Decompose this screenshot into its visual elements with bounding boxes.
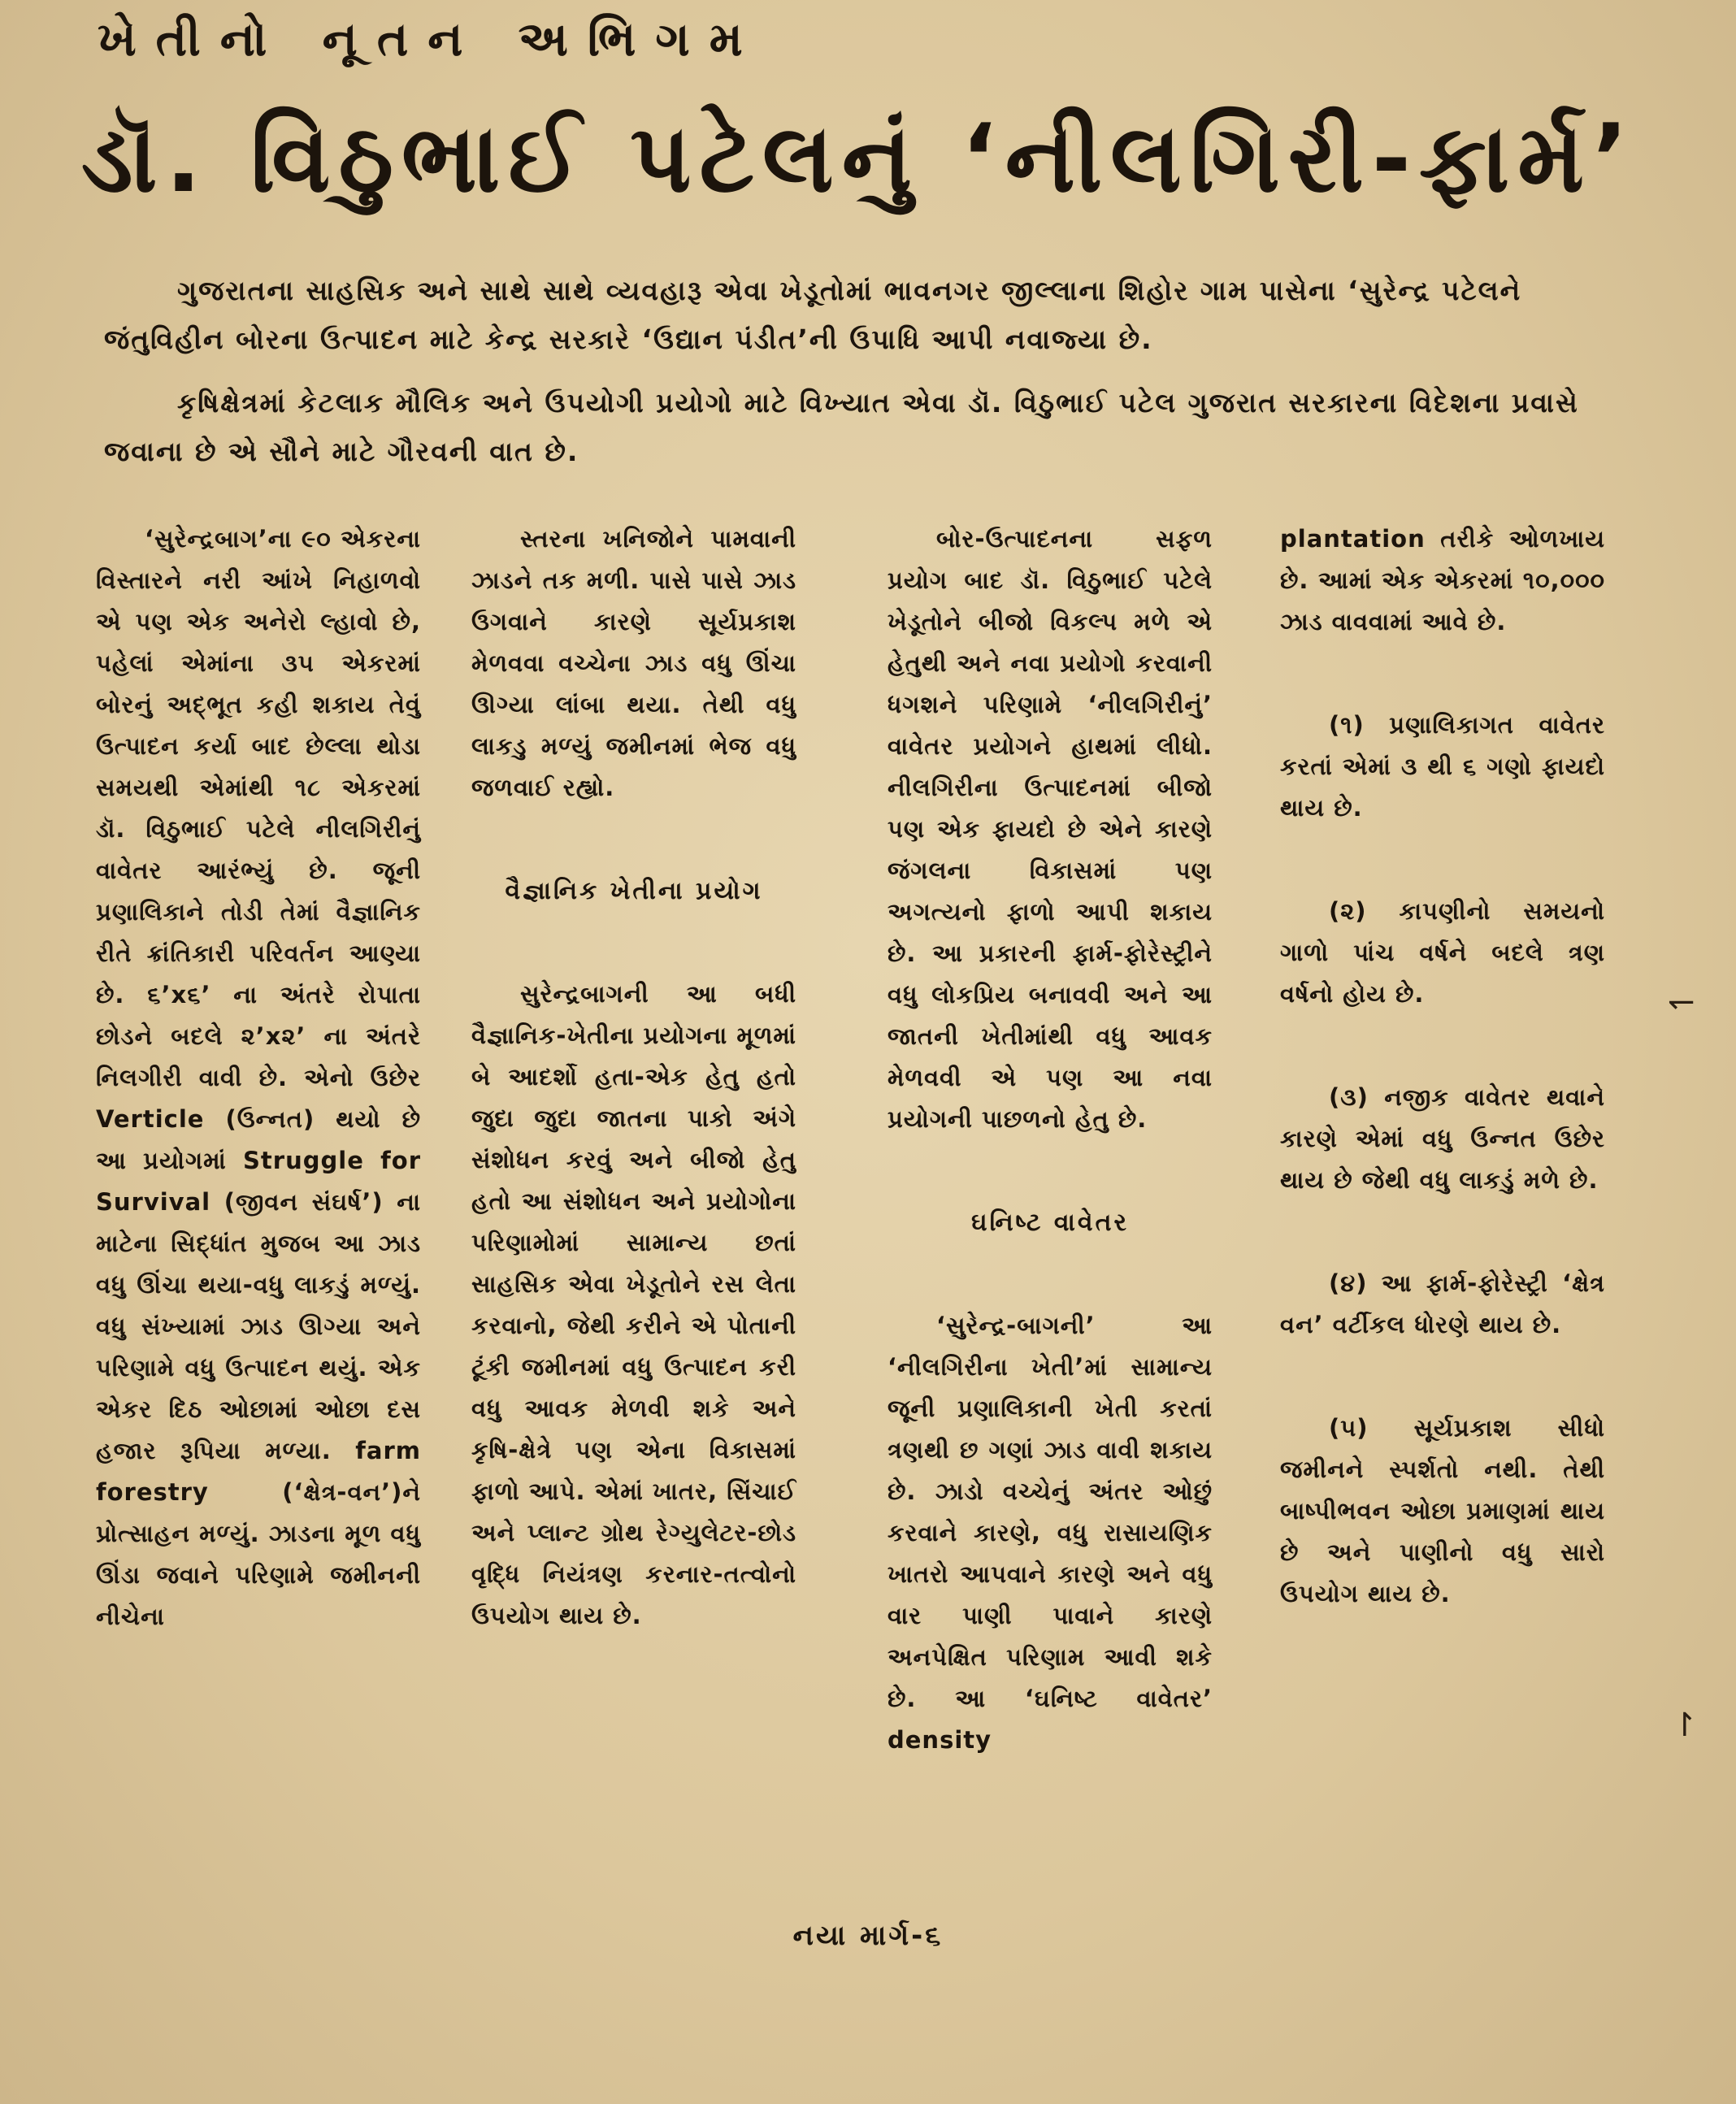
- article-column-1: [96, 518, 421, 1638]
- article-column-3: [888, 518, 1213, 1761]
- benefit-point-1: (૧) પ્રણાલિકાગત વાવેતર કરતાં એમાં ૩ થી ૬ ગણો ફાયદો થાય છે.: [1280, 711, 1605, 822]
- section-kicker: ખેતીનો નૂતન અભિગમ: [98, 11, 762, 67]
- subheading-scientific-farming: વૈજ્ઞાનિક ખેતીના પ્રયોગ: [505, 877, 763, 905]
- column-3-paragraph-2: ‘સુરેન્દ્ર-બાગની’ આ ‘નીલગિરીના ખેતી’માં સામાન્ય જૂની પ્રણાલિકાની ખેતી કરતાં ત્રણથી છ ગણાં ઝાડ વાવી શકાય છે. ઝાડો વચ્ચેનું અંતર ઓછું કરવાને કારણે, વધુ રાસાયણિક ખાતરો આપવાને કારણે અને વધુ વાર પાણી પાવાને કારણે અનપેક્ષિત પરિણામ આવી શકે છે. આ ‘ઘનિષ્ટ વાવેતર’ density: [888, 1312, 1213, 1754]
- benefit-point-2: (૨) કાપણીનો સમયનો ગાળો પાંચ વર્ષને બદલે ત્રણ વર્ષનો હોય છે.: [1280, 897, 1605, 1008]
- margin-pencil-mark: ↽: [1668, 983, 1695, 1021]
- article-column-2: [471, 518, 796, 1637]
- benefit-point-5: (૫) સૂર્યપ્રકાશ સીધો જમીનને સ્પર્શતો નથી. તેથી બાષ્પીભવન ઓછા પ્રમાણમાં થાય છે અને પાણીનો વધુ સારો ઉપયોગ થાય છે.: [1280, 1414, 1605, 1607]
- intro-paragraph-2: કૃષિક્ષેત્રમાં કેટલાક મૌલિક અને ઉપયોગી પ્રયોગો માટે વિખ્યાત એવા ડૉ. વિઠુભાઈ પટેલ ગુજરાત સરકારના વિદેશના પ્રવાસે જવાના છે એ સૌને માટે ગૌરવની વાત છે.: [104, 387, 1579, 467]
- page-footer: નયા માર્ગ-૬: [792, 1920, 944, 1952]
- benefit-point-4: (૪) આ ફાર્મ-ફોરેસ્ટ્રી ‘ક્ષેત્ર વન’ વર્ટીકલ ધોરણે થાય છે.: [1280, 1269, 1605, 1338]
- column-2-paragraph-2: સુરેન્દ્રબાગની આ બધી વૈજ્ઞાનિક-ખેતીના પ્રયોગના મૂળમાં બે આદર્શો હતા-એક હેતુ હતો જુદા જુદા જાતના પાકો અંગે સંશોધન કરવું અને બીજો હેતુ હતો આ સંશોધન અને પ્રયોગોના પરિણામોમાં સામાન્ય છતાં સાહસિક એવા ખેડૂતોને રસ લેતા કરવાનો, જેથી કરીને એ પોતાની ટૂંકી જમીનમાં વધુ ઉત્પાદન કરી વધુ આવક મેળવી શકે અને કૃષિ-ક્ષેત્રે પણ એના વિકાસમાં ફાળો આપે. એમાં ખાતર, સિંચાઈ અને પ્લાન્ટ ગ્રોથ રેગ્યુલેટર-છોડ વૃદ્ધિ નિયંત્રણ કરનાર-તત્વોનો ઉપયોગ થાય છે.: [471, 980, 797, 1629]
- article-headline: ડૉ. વિઠુભાઈ પટેલનું ‘નીલગિરી-ફાર્મ’: [81, 104, 1637, 214]
- column-1-paragraph: ‘સુરેન્દ્રબાગ’ના ૯૦ એકરના વિસ્તારને નરી આંખે નિહાળવો એ પણ એક અનેરો લ્હાવો છે, પહેલાં એમાંના ૩૫ એકરમાં બોરનું અદ્‌ભૂત કહી શકાય તેવું ઉત્પાદન કર્યા બાદ છેલ્લા થોડા સમયથી એમાંથી ૧૮ એકરમાં ડૉ. વિઠુભાઈ પટેલે નીલગિરીનું વાવેતર આરંભ્યું છે. જૂની પ્રણાલિકાને તોડી તેમાં વૈજ્ઞાનિક રીતે ક્રાંતિકારી પરિવર્તન આણ્યા છે. ૬’x૬’ ના અંતરે રોપાતા છોડને બદલે ૨’x૨’ ના અંતરે નિલગીરી વાવી છે. એનો ઉછેર Verticle (ઉન્નત) થયો છે આ પ્રયોગમાં Struggle for Survival (જીવન સંઘર્ષ’) ના માટેના સિદ્ધાંત મુજબ આ ઝાડ વધુ ઊંચા થયા-વધુ લાકડું મળ્યું. વધુ સંખ્યામાં ઝાડ ઊગ્યા અને પરિણામે વધુ ઉત્પાદન થયું. એક એકર દિઠ ઓછામાં ઓછા દસ હજાર રૂપિયા મળ્યા. farm forestry (‘ક્ષેત્ર-વન’)ને પ્રોત્સાહન મળ્યું. ઝાડના મૂળ વધુ ઊંડા જવાને પરિણામે જમીનની નીચેના: [96, 525, 421, 1630]
- subheading-dense-plantation: ઘનિષ્ટ વાવેતર: [971, 1208, 1129, 1237]
- article-column-4: [1280, 518, 1605, 1615]
- column-2-paragraph-1: સ્તરના ખનિજોને પામવાની ઝાડને તક મળી. પાસે પાસે ઝાડ ઉગવાને કારણે સૂર્યપ્રકાશ મેળવવા વચ્ચેના ઝાડ વધુ ઊંચા ઊગ્યા લાંબા થયા. તેથી વધુ લાકડુ મળ્યું જમીનમાં ભેજ વધુ જળવાઈ રહ્યો.: [471, 525, 796, 801]
- column-3-paragraph-1: બોર-ઉત્પાદનના સફળ પ્રયોગ બાદ ડૉ. વિઠુભાઈ પટેલે ખેડૂતોને બીજો વિકલ્પ મળે એ હેતુથી અને નવા પ્રયોગો કરવાની ધગશને પરિણામે ‘નીલગિરીનું’ વાવેતર પ્રયોગને હાથમાં લીધો. નીલગિરીના ઉત્પાદનમાં બીજો પણ એક ફાયદો છે એને કારણે જંગલના વિકાસમાં પણ અગત્યનો ફાળો આપી શકાય છે. આ પ્રકારની ફાર્મ-ફોરેસ્ટ્રીને વધુ લોકપ્રિય બનાવવી અને આ જાતની ખેતીમાંથી વધુ આવક મેળવવી એ પણ આ નવા પ્રયોગની પાછળનો હેતુ છે.: [888, 525, 1213, 1133]
- margin-pencil-mark: ↾: [1671, 1707, 1699, 1744]
- benefit-point-3: (૩) નજીક વાવેતર થવાને કારણે એમાં વધુ ઉન્નત ઉછેર થાય છે જેથી વધુ લાકડું મળે છે.: [1280, 1083, 1605, 1194]
- intro-paragraph-1: ગુજરાતના સાહસિક અને સાથે સાથે વ્યવહારૂ એવા ખેડૂતોમાં ભાવનગર જીલ્લાના શિહોર ગામ પાસેના ‘સુરેન્દ્ર પટેલને જંતુવિહીન બોરના ઉત્પાદન માટે કેન્દ્ર સરકારે ‘ઉદ્યાન પંડીત’ની ઉપાધિ આપી નવાજ્યા છે.: [104, 275, 1522, 355]
- column-4-paragraph: plantation તરીકે ઓળખાય છે. આમાં એક એકરમાં ૧૦,૦૦૦ ઝાડ વાવવામાં આવે છે.: [1280, 525, 1605, 636]
